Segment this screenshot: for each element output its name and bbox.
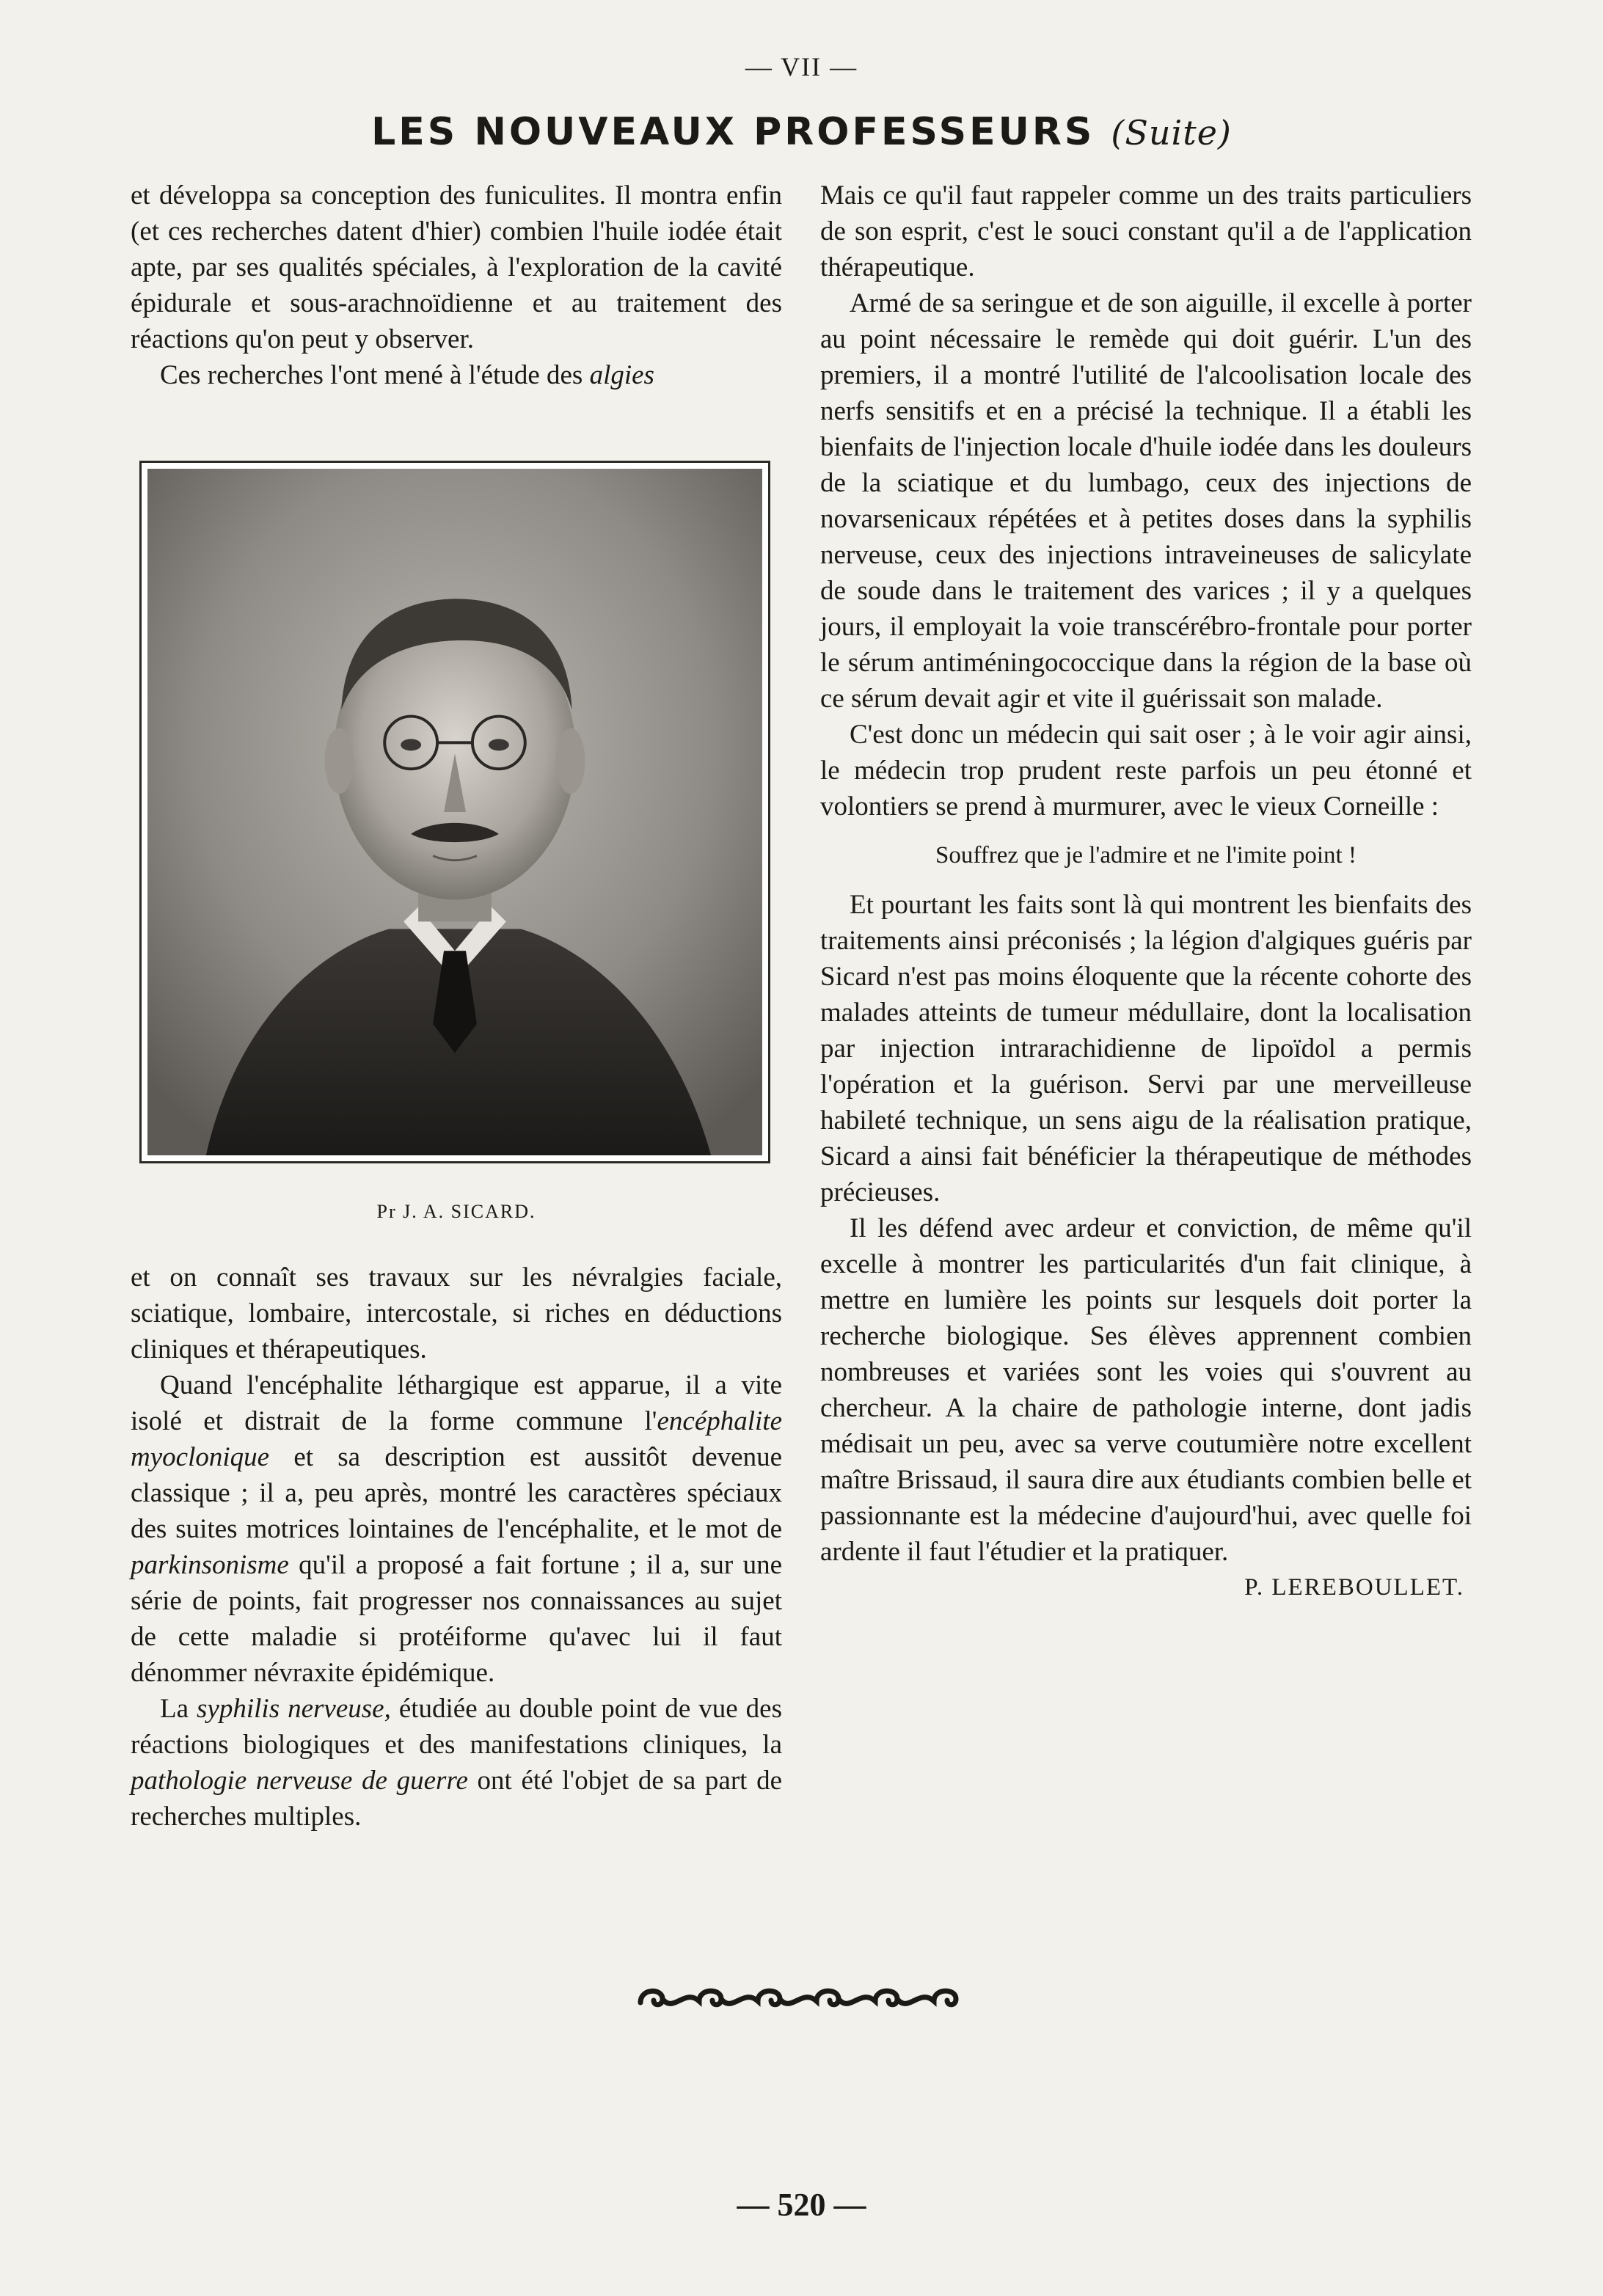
italic-text: syphilis nerveuse, (197, 1694, 391, 1724)
italic-text: algies (589, 360, 654, 390)
italic-text: encéphalite myoclonique (131, 1406, 782, 1472)
corneille-quote: Souffrez que je l'admire et ne l'imite point ! (935, 842, 1356, 869)
text-run: La (160, 1694, 197, 1724)
right-column (820, 178, 1472, 1606)
paragraph (131, 1367, 782, 1691)
paragraph: et on connaît ses travaux sur les névralgies faciale, sciatique, lombaire, intercostale, si riches en déductions cliniques et thérapeutiques. (131, 1262, 782, 1364)
paragraph: Il les défend avec ardeur et conviction, de même qu'il excelle à montrer les particularités d'un fait clinique, à mettre en lumière les points sur lesquels doit porter la recherche biologique. Ses élèves apprennent combien nombreuses et variées sont les voies qui s'ouvrent au chercheur. A la chaire de pathologie interne, dont jadis médisait un peu, avec sa verve coutumière notre excellent maître Brissaud, il saura dire aux étudiants combien belle et passionnante est la médecine d'aujourd'hui, avec quelle foi ardente il faut l'étudier et la pratiquer. (820, 1213, 1472, 1567)
text-run: étudiée au double point de vue des réactions biologiques et des manifestations cliniques, la (131, 1694, 782, 1760)
text-run: ont été l'objet de sa part de recherches multiples. (131, 1766, 782, 1832)
italic-text: pathologie nerveuse de guerre (131, 1766, 468, 1796)
decorative-ornament (0, 1981, 1603, 2020)
wave-ornament-icon (633, 1981, 971, 2017)
paragraph: Mais ce qu'il faut rappeler comme un des traits particuliers de son esprit, c'est le souci constant qu'il a de l'application thérapeutique. (820, 180, 1472, 282)
paragraph (131, 1691, 782, 1835)
text-run: et sa description est aussitôt devenue classique ; il a, peu après, montré les caractères spéciaux des suites motrices lointaines de l'encéphalite, et le mot de (131, 1442, 782, 1544)
left-column-bottom (131, 1259, 782, 1835)
headline-suffix: (Suite) (1111, 113, 1232, 153)
photo-caption: Pr J. A. SICARD. (376, 1201, 536, 1222)
paragraph: Et pourtant les faits sont là qui montrent les bienfaits des traitements ainsi préconisés ; la légion d'algiques guéris par Sicard n'est pas moins éloquente que la récente cohorte des malades atteints de tumeur médullaire, dont la localisation par injection intrarachidienne de lipoïdol a permis l'opération et la guérison. Servi par une merveilleuse habileté technique, un sens aigu de la réalisation pratique, Sicard a ainsi fait bénéficier la thérapeutique de méthodes précieuses. (820, 890, 1472, 1207)
section-folio: — VII — (745, 52, 858, 81)
author-signature: P. LEREBOULLET. (1244, 1574, 1464, 1601)
paragraph: Armé de sa seringue et de son aiguille, il excelle à porter au point nécessaire le remède qui doit guérir. L'un des premiers, il a montré l'utilité de l'alcoolisation locale des nerfs sensitifs et en a précisé la technique. Il a établi les bienfaits de l'injection locale d'huile iodée dans les douleurs de la sciatique et du lumbago, ceux des injections de novarsenicaux répétées et à petites doses dans la syphilis nerveuse, ceux des injections intraveineuses de salicylate de soude dans le traitement des varices ; il y a quelques jours, il employait la voie transcérébro-frontale pour porter le sérum antiméningococcique dans la région de la base où ce sérum devait agir et vite il guérissait son malade. (820, 288, 1472, 714)
headline-title: LES NOUVEAUX PROFESSEURS (371, 110, 1095, 154)
text-run: qu'il a proposé a fait fortune ; il a, sur une série de points, fait progresser nos connaissances au sujet de cette maladie si protéiforme qu'avec lui il faut dénommer névraxite épidémique. (131, 1550, 782, 1688)
text-run: Ces recherches l'ont mené à l'étude des (160, 360, 583, 390)
page-number: — 520 — (737, 2187, 866, 2223)
text-run: Quand l'encéphalite léthargique est apparue, il a vite isolé et distrait de la forme commune l' (131, 1370, 782, 1436)
left-column-top (131, 178, 782, 393)
portrait-illustration (147, 469, 762, 1155)
italic-text: parkinsonisme (131, 1550, 289, 1580)
page-headline (0, 110, 1603, 154)
paragraph (131, 357, 782, 393)
paragraph: C'est donc un médecin qui sait oser ; à le voir agir ainsi, le médecin trop prudent reste parfois un peu étonné et volontiers se prend à murmurer, avec le vieux Corneille : (820, 720, 1472, 822)
portrait-photo (139, 461, 770, 1163)
portrait-image (147, 469, 762, 1155)
paragraph: et développa sa conception des funiculites. Il montra enfin (et ces recherches datent d'hier) combien l'huile iodée était apte, par ses qualités spéciales, à l'exploration de la cavité épidurale et sous-arachnoïdienne et au traitement des réactions qu'on peut y observer. (131, 180, 782, 354)
